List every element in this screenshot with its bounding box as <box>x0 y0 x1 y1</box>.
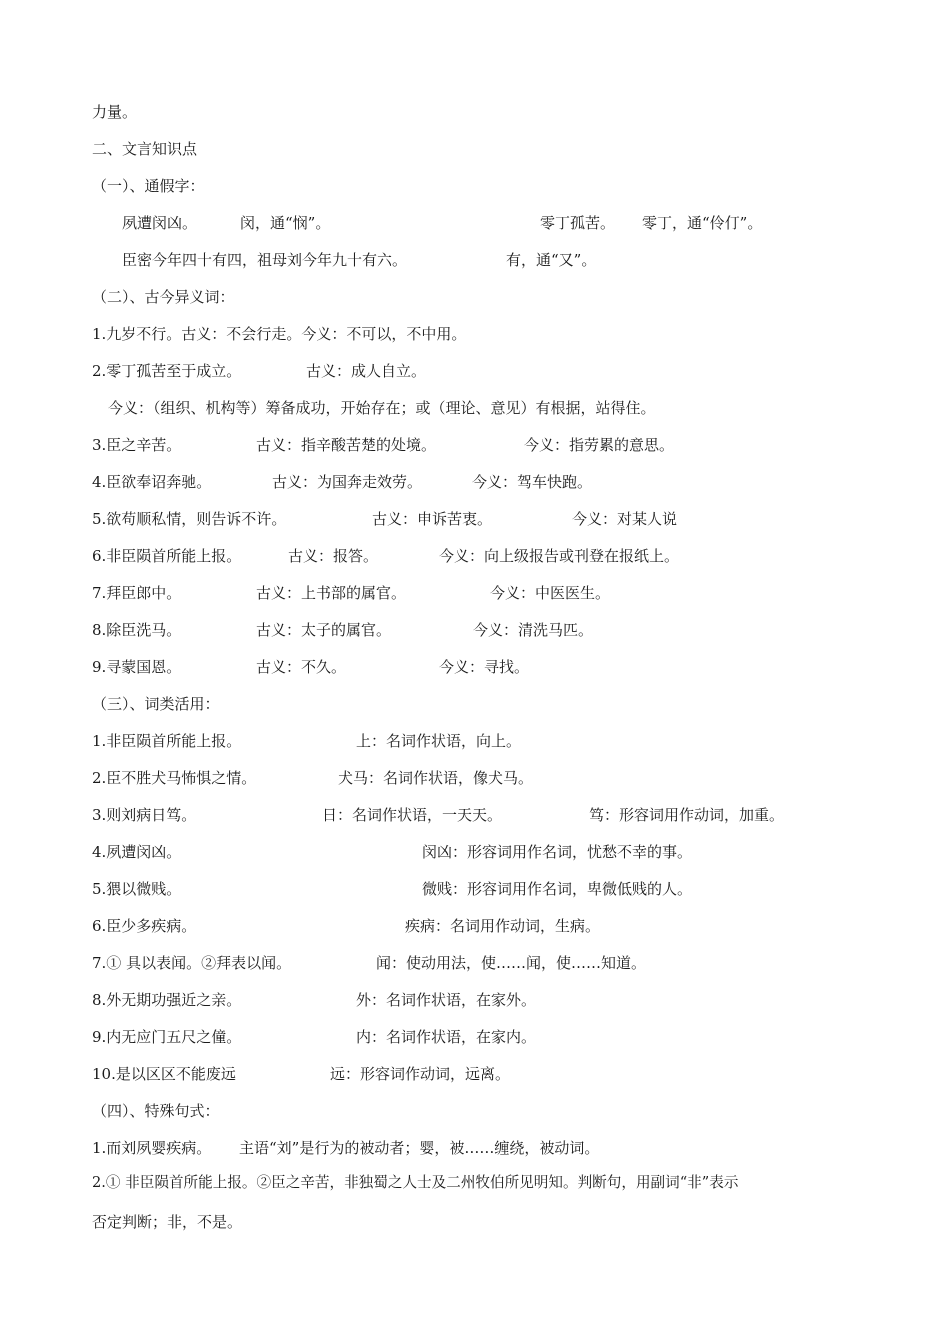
ancient-meaning: 古义：申诉苦衷。 <box>372 510 493 528</box>
example-sentence: 4.臣欲奉诏奔驰。 <box>92 473 212 491</box>
ancient-meaning: 古义：指辛酸苦楚的处境。 <box>256 436 437 454</box>
text-line <box>122 212 882 234</box>
text-line <box>92 471 852 493</box>
modern-meaning: 今义：向上级报告或刊登在报纸上。 <box>439 547 680 565</box>
modern-meaning: 今义：（组织、机构等）筹备成功，开始存在；或（理论、意见）有根据，站得住。 <box>108 399 656 417</box>
text-line: 1.九岁不行。古义：不会行走。今义：不可以，不中用。 <box>92 325 467 343</box>
example-sentence: 臣密今年四十有四，祖母刘今年九十有六。 <box>122 251 408 269</box>
section-heading: 二、文言知识点 <box>92 140 198 158</box>
text-line <box>92 434 852 456</box>
explanation: 闵，通“悯”。 <box>240 214 331 232</box>
explanation: 有，通“又”。 <box>506 251 597 269</box>
text-line <box>92 767 852 789</box>
example-sentence: 7.① 具以表闻。②拜表以闻。 <box>92 954 292 972</box>
usage-note: 主语“刘”是行为的被动者；婴，被……缠绕，被动词。 <box>239 1139 600 1157</box>
text-line: 否定判断；非，不是。 <box>92 1213 243 1231</box>
example-sentence: 9.内无应门五尺之僮。 <box>92 1028 242 1046</box>
text-line <box>92 915 852 937</box>
usage-note: 闵凶：形容词用作名词，忧愁不幸的事。 <box>422 843 693 861</box>
example-sentence: 3.臣之辛苦。 <box>92 436 182 454</box>
usage-note: 远：形容词作动词，远离。 <box>330 1065 511 1083</box>
example-sentence: 1.而刘夙婴疾病。 <box>92 1139 212 1157</box>
text-line <box>92 619 852 641</box>
usage-note: 上：名词作状语，向上。 <box>356 732 522 750</box>
example-sentence: 6.臣少多疾病。 <box>92 917 197 935</box>
example-sentence: 7.拜臣郎中。 <box>92 584 182 602</box>
text-line: 2.① 非臣陨首所能上报。②臣之辛苦，非独蜀之人士及二州牧伯所见明知。判断句，用副词“非”表示 <box>92 1174 739 1191</box>
text-line <box>92 804 852 826</box>
modern-meaning: 今义：对某人说 <box>572 510 678 528</box>
example-sentence: 9.寻蒙国恩。 <box>92 658 182 676</box>
text-line <box>92 545 852 567</box>
usage-note: 微贱：形容词用作名词，卑微低贱的人。 <box>422 880 693 898</box>
text-line <box>92 1026 852 1048</box>
text-line <box>122 249 882 271</box>
example-sentence: 5.猥以微贱。 <box>92 880 182 898</box>
text-line <box>92 508 852 530</box>
example-sentence: 8.外无期功强近之亲。 <box>92 991 242 1009</box>
usage-note: 日：名词作状语，一天天。 <box>322 806 503 824</box>
text-line <box>92 360 852 382</box>
text-line <box>92 730 852 752</box>
usage-note: 外：名词作状语，在家外。 <box>356 991 537 1009</box>
example-sentence: 零丁孤苦。 <box>540 214 616 232</box>
modern-meaning: 今义：指劳累的意思。 <box>524 436 675 454</box>
example-sentence: 10.是以区区不能废远 <box>92 1065 236 1083</box>
subsection-heading: （一）、通假字： <box>92 177 205 195</box>
example-sentence: 8.除臣洗马。 <box>92 621 182 639</box>
text-line <box>92 582 852 604</box>
usage-note: 闻：使动用法，使……闻，使……知道。 <box>376 954 647 972</box>
usage-note: 疾病：名词用作动词，生病。 <box>405 917 601 935</box>
ancient-meaning: 古义：上书部的属官。 <box>256 584 407 602</box>
text-line <box>92 841 852 863</box>
modern-meaning: 今义：清洗马匹。 <box>473 621 594 639</box>
text-line <box>92 1063 852 1085</box>
ancient-meaning: 古义：报答。 <box>288 547 379 565</box>
text-line <box>92 1137 852 1159</box>
modern-meaning: 今义：驾车快跑。 <box>472 473 593 491</box>
text-line <box>92 952 852 974</box>
example-sentence: 6.非臣陨首所能上报。 <box>92 547 242 565</box>
ancient-meaning: 古义：为国奔走效劳。 <box>272 473 423 491</box>
example-sentence: 夙遭闵凶。 <box>122 214 198 232</box>
usage-note: 内：名词作状语，在家内。 <box>356 1028 537 1046</box>
example-sentence: 1.非臣陨首所能上报。 <box>92 732 242 750</box>
text-line <box>92 878 852 900</box>
subsection-heading: （二）、古今异义词： <box>92 288 235 306</box>
example-sentence: 2.臣不胜犬马怖惧之情。 <box>92 769 257 787</box>
usage-note: 犬马：名词作状语，像犬马。 <box>338 769 534 787</box>
subsection-heading: （三）、词类活用： <box>92 695 220 713</box>
example-sentence: 3.则刘病日笃。 <box>92 806 197 824</box>
modern-meaning: 今义：寻找。 <box>439 658 530 676</box>
example-sentence: 5.欲苟顺私情，则告诉不许。 <box>92 510 287 528</box>
text-line <box>92 989 852 1011</box>
subsection-heading: （四）、特殊句式： <box>92 1102 220 1120</box>
explanation: 零丁，通“伶仃”。 <box>642 214 763 232</box>
ancient-meaning: 古义：成人自立。 <box>306 362 427 380</box>
example-sentence: 4.夙遭闵凶。 <box>92 843 182 861</box>
text-line <box>92 656 852 678</box>
modern-meaning: 今义：中医医生。 <box>490 584 611 602</box>
example-sentence: 2.零丁孤苦至于成立。 <box>92 362 242 380</box>
usage-note: 笃：形容词用作动词，加重。 <box>589 806 785 824</box>
ancient-meaning: 古义：太子的属官。 <box>256 621 392 639</box>
text-line: 力量。 <box>92 103 138 121</box>
ancient-meaning: 古义：不久。 <box>256 658 347 676</box>
